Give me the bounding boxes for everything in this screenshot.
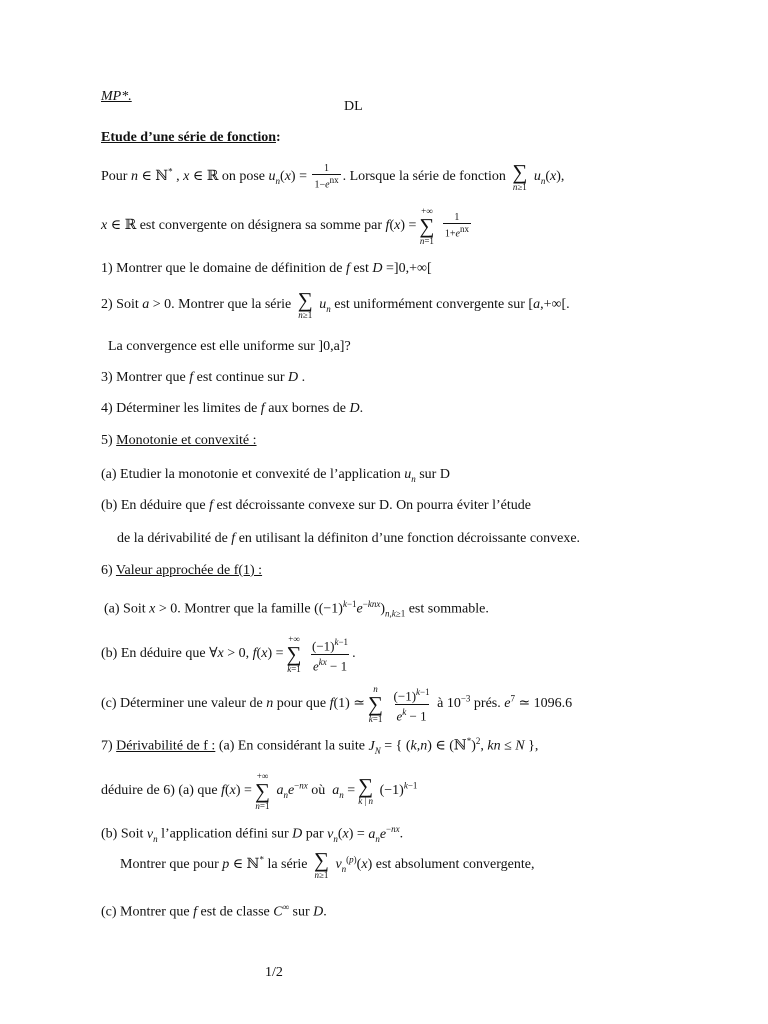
question-7-deduction: déduire de 6) (a) que f(x) = +∞ ∑ n=1 $a_ne^{-nx}$ où $a_n$ = ∑ k | n $(-1)^{k-1}$	[101, 771, 418, 811]
question-2: 2) Soit a > 0. Montrer que la série ∑ n≥1 $u_n$ est uniformément convergente sur [a,+∞[.	[101, 288, 570, 320]
question-3: 3) Montrer que f est continue sur D .	[101, 370, 306, 385]
intro-line-1: Pour n ∈ ℕ* , x ∈ ℝ on pose $u_n(x)$ = $\frac{1}{1-e^{nx}}$ . Lorsque la série de fonction ∑ n≥1 $u_n(x)$,	[101, 160, 565, 192]
question-6: 6) Valeur approchée de f(1) :	[101, 563, 263, 578]
question-5: 5) Monotonie et convexité :	[101, 433, 257, 448]
question-6b: (b) En déduire que ∀x > 0, f(x) = +∞ ∑ k=1 $\frac{(-1)^{k-1}}{e^{kx} - 1}$ .	[101, 634, 356, 674]
question-6a: (a) Soit x > 0. Montrer que la famille $((-1)^{k-1}e^{-knx})_{n,k\ge 1}$ est sommable.	[104, 599, 489, 619]
page-number: 1/2	[265, 965, 283, 980]
class-label: MP*.	[101, 89, 132, 104]
question-6c: (c) Déterminer une valeur de n pour que f(1) ≃ n ∑ k=1 $\frac{(-1)^{k-1}}{e^k - 1}$ à $10^{-3}$ prés. $e^7$ ≃ 1096.6	[101, 684, 573, 724]
question-7b-continued: Montrer que pour p ∈ ℕ* la série ∑ n≥1 $v_n^{(p)}(x)$ est absolument convergente,	[120, 848, 535, 880]
question-5b: (b) En déduire que f est décroissante convexe sur D. On pourra éviter l’étude	[101, 498, 531, 513]
question-7: 7) Dérivabilité de f : (a) En considérant la suite $J_N$ = { (k,n) ∈ (ℕ*)$^2$, kn ≤ N },	[101, 736, 539, 756]
question-7c: (c) Montrer que f est de classe C∞ sur D.	[101, 902, 327, 920]
question-5a: (a) Etudier la monotonie et convexité de l’application $u_n$ sur D	[101, 467, 450, 484]
question-5b-continued: de la dérivabilité de f en utilisant la définiton d’une fonction décroissante convexe.	[117, 531, 581, 546]
question-4: 4) Déterminer les limites de f aux bornes de D.	[101, 401, 364, 416]
question-2-followup: La convergence est elle uniforme sur ]0,a]?	[108, 339, 351, 354]
document-title: DL	[344, 99, 363, 114]
question-1: 1) Montrer que le domaine de définition de f est D =]0,+∞[	[101, 261, 432, 276]
question-7b: (b) Soit $v_n$ l’application défini sur D par $v_n(x) = a_ne^{-nx}$.	[101, 824, 404, 844]
section-title: Etude d’une série de fonction:	[101, 130, 281, 145]
intro-line-2: x ∈ ℝ est convergente on désignera sa somme par f(x) = +∞ ∑ n=1 $\frac{1}{1+e^{nx}}$	[101, 206, 469, 246]
